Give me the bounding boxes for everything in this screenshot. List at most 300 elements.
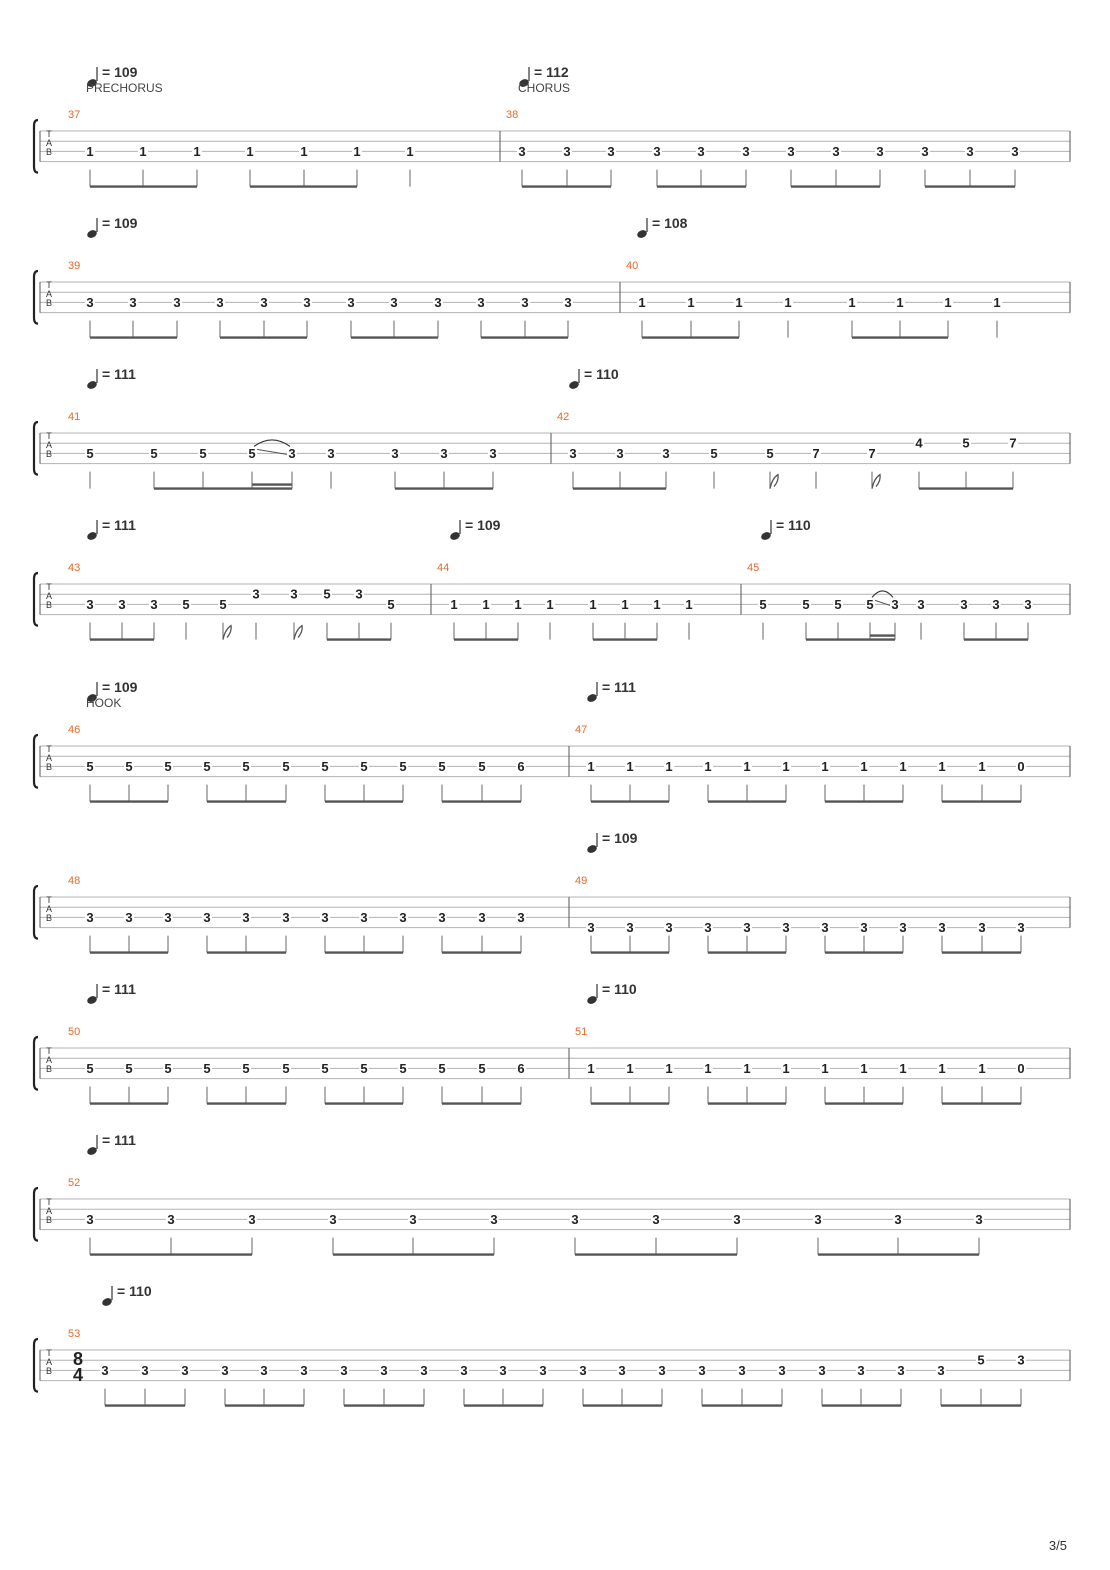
fret-number: 1: [782, 1060, 790, 1076]
tempo-note-icon: [636, 229, 648, 240]
fret-number: 1: [735, 294, 743, 310]
fret-number: 5: [759, 596, 767, 612]
fret-number: 5: [203, 758, 211, 774]
fret-number: 3: [86, 596, 94, 612]
measure-52: [68, 1132, 984, 1255]
tab-system: [34, 1132, 1070, 1255]
fret-number: 1: [848, 294, 856, 310]
fret-number: 3: [409, 1211, 417, 1227]
fret-number: 3: [814, 1211, 822, 1227]
fret-number: 5: [164, 1060, 172, 1076]
measure-45: [741, 517, 1033, 640]
measure-number: 37: [68, 109, 81, 121]
fret-number: 5: [438, 1060, 446, 1076]
fret-number: 3: [653, 143, 661, 159]
fret-number: 1: [193, 143, 201, 159]
fret-number: 1: [860, 758, 868, 774]
tempo-note-icon: [568, 380, 580, 391]
fret-number: 1: [353, 143, 361, 159]
fret-number: 5: [125, 758, 133, 774]
time-signature-bottom: 4: [72, 1365, 84, 1385]
fret-number: 1: [246, 143, 254, 159]
fret-number: 7: [812, 445, 820, 461]
note-flag: [770, 475, 778, 489]
tempo-note-icon: [586, 844, 598, 855]
fret-number: 5: [399, 1060, 407, 1076]
tab-clef-letter: T: [46, 1348, 52, 1358]
fret-number: 3: [125, 909, 133, 925]
fret-number: 1: [784, 294, 792, 310]
system-bracket: [34, 1339, 38, 1392]
fret-number: 6: [517, 758, 525, 774]
fret-number: 3: [616, 445, 624, 461]
fret-number: 5: [242, 1060, 250, 1076]
fret-number: 1: [899, 758, 907, 774]
fret-number: 1: [821, 758, 829, 774]
fret-number: 3: [579, 1362, 587, 1378]
fret-number: 5: [182, 596, 190, 612]
tempo-marking: = 112: [534, 64, 569, 80]
fret-number: 3: [662, 445, 670, 461]
section-label: HOOK: [86, 696, 122, 710]
fret-number: 5: [766, 445, 774, 461]
fret-number: 5: [360, 1060, 368, 1076]
tempo-note-icon: [86, 229, 98, 240]
fret-number: 3: [860, 920, 868, 936]
section-label: PRECHORUS: [86, 81, 163, 95]
fret-number: 3: [978, 920, 986, 936]
tempo-marking: = 110: [117, 1283, 152, 1299]
fret-number: 5: [86, 445, 94, 461]
fret-number: 1: [938, 758, 946, 774]
fret-number: 3: [477, 294, 485, 310]
system-bracket: [34, 735, 38, 788]
tab-clef-letter: A: [45, 591, 53, 601]
fret-number: 1: [938, 1060, 946, 1076]
system-bracket: [34, 271, 38, 324]
fret-number: 5: [387, 596, 395, 612]
measure-41: [68, 366, 498, 489]
tempo-marking: = 108: [652, 215, 688, 231]
fret-number: 3: [1017, 920, 1025, 936]
fret-number: 1: [86, 143, 94, 159]
tab-clef-letter: B: [45, 1064, 53, 1074]
fret-number: 1: [406, 143, 414, 159]
tempo-marking: = 111: [102, 366, 136, 382]
fret-number: 7: [868, 445, 876, 461]
tempo-note-icon: [86, 995, 98, 1006]
fret-number: 5: [86, 1060, 94, 1076]
measure-number: 42: [557, 411, 570, 423]
fret-number: 3: [782, 920, 790, 936]
tempo-marking: = 109: [102, 215, 138, 231]
fret-number: 3: [327, 445, 335, 461]
fret-number: 3: [652, 1211, 660, 1227]
measure-number: 50: [68, 1026, 81, 1038]
tab-system: [34, 215, 1070, 338]
fret-number: 1: [482, 596, 490, 612]
fret-number: 3: [618, 1362, 626, 1378]
fret-number: 3: [569, 445, 577, 461]
fret-number: 3: [86, 1211, 94, 1227]
fret-number: 1: [665, 758, 673, 774]
measure-number: 48: [68, 875, 81, 887]
fret-number: 3: [282, 909, 290, 925]
fret-number: 5: [86, 758, 94, 774]
fret-number: 3: [518, 143, 526, 159]
tab-clef-letter: T: [46, 1046, 52, 1056]
fret-number: 1: [139, 143, 147, 159]
fret-number: 3: [1024, 596, 1032, 612]
fret-number: 3: [150, 596, 158, 612]
fret-number: 3: [517, 909, 525, 925]
fret-number: 3: [489, 445, 497, 461]
fret-number: 5: [199, 445, 207, 461]
fret-number: 5: [219, 596, 227, 612]
fret-number: 1: [978, 1060, 986, 1076]
tab-clef-letter: A: [45, 440, 53, 450]
fret-number: 5: [282, 1060, 290, 1076]
tab-clef-letter: B: [45, 913, 53, 923]
tab-clef-letter: T: [46, 431, 52, 441]
fret-number: 3: [420, 1362, 428, 1378]
fret-number: 1: [587, 758, 595, 774]
tempo-marking: = 109: [102, 64, 138, 80]
fret-number: 3: [698, 1362, 706, 1378]
fret-number: 1: [782, 758, 790, 774]
tempo-marking: = 111: [102, 1132, 136, 1148]
tempo-note-icon: [760, 531, 772, 542]
fret-number: 3: [164, 909, 172, 925]
measure-50: [68, 981, 526, 1104]
fret-number: 3: [571, 1211, 579, 1227]
fret-number: 3: [975, 1211, 983, 1227]
fret-number: 3: [347, 294, 355, 310]
system-bracket: [34, 1188, 38, 1241]
systems-layer: [34, 64, 1070, 1406]
tempo-marking: = 111: [102, 517, 136, 533]
note-flag: [294, 626, 302, 640]
tab-clef-letter: B: [45, 762, 53, 772]
measure-number: 47: [575, 724, 588, 736]
fret-number: 1: [653, 596, 661, 612]
fret-number: 3: [894, 1211, 902, 1227]
fret-number: 3: [221, 1362, 229, 1378]
fret-number: 5: [125, 1060, 133, 1076]
fret-number: 3: [960, 596, 968, 612]
fret-number: 3: [181, 1362, 189, 1378]
fret-number: 3: [832, 143, 840, 159]
fret-number: 3: [399, 909, 407, 925]
fret-number: 1: [450, 596, 458, 612]
fret-number: 3: [440, 445, 448, 461]
fret-number: 0: [1017, 1060, 1025, 1076]
fret-number: 3: [303, 294, 311, 310]
note-flag: [223, 626, 231, 640]
system-bracket: [34, 573, 38, 626]
fret-number: 3: [490, 1211, 498, 1227]
fret-number: 1: [626, 758, 634, 774]
fret-number: 1: [899, 1060, 907, 1076]
fret-number: 3: [252, 586, 260, 602]
tempo-marking: = 110: [584, 366, 619, 382]
tab-clef-letter: T: [46, 129, 52, 139]
fret-number: 3: [141, 1362, 149, 1378]
fret-number: 3: [738, 1362, 746, 1378]
fret-number: 3: [478, 909, 486, 925]
fret-number: 3: [86, 909, 94, 925]
tempo-marking: = 110: [776, 517, 811, 533]
fret-number: 3: [587, 920, 595, 936]
fret-number: 5: [248, 445, 256, 461]
tempo-note-icon: [586, 693, 598, 704]
tab-clef-letter: B: [45, 1215, 53, 1225]
fret-number: 1: [978, 758, 986, 774]
fret-number: 1: [704, 758, 712, 774]
fret-number: 5: [164, 758, 172, 774]
fret-number: 3: [704, 920, 712, 936]
measure-46: [68, 679, 526, 802]
note-flag: [872, 475, 880, 489]
fret-number: 5: [321, 758, 329, 774]
fret-number: 3: [607, 143, 615, 159]
tab-clef-letter: T: [46, 280, 52, 290]
fret-number: 3: [438, 909, 446, 925]
fret-number: 1: [626, 1060, 634, 1076]
measure-number: 51: [575, 1026, 588, 1038]
fret-number: 5: [478, 1060, 486, 1076]
tab-clef-letter: A: [45, 753, 53, 763]
fret-number: 3: [626, 920, 634, 936]
measure-40: [620, 215, 1002, 338]
fret-number: 5: [242, 758, 250, 774]
fret-number: 5: [710, 445, 718, 461]
tab-clef-letter: B: [45, 1366, 53, 1376]
fret-number: 3: [937, 1362, 945, 1378]
fret-number: 3: [564, 294, 572, 310]
fret-number: 5: [478, 758, 486, 774]
tab-clef-letter: A: [45, 904, 53, 914]
measure-48: [68, 875, 526, 953]
tempo-marking: = 111: [602, 679, 636, 695]
tempo-note-icon: [449, 531, 461, 542]
tempo-note-icon: [86, 1146, 98, 1157]
measure-number: 45: [747, 562, 760, 574]
fret-number: 3: [390, 294, 398, 310]
fret-number: 3: [248, 1211, 256, 1227]
section-label: CHORUS: [518, 81, 571, 95]
fret-number: 3: [818, 1362, 826, 1378]
tab-system: [34, 679, 1070, 802]
tab-clef-letter: A: [45, 138, 53, 148]
fret-number: 3: [260, 294, 268, 310]
fret-number: 3: [857, 1362, 865, 1378]
tab-clef-letter: B: [45, 147, 53, 157]
tab-clef-letter: T: [46, 582, 52, 592]
fret-number: 3: [697, 143, 705, 159]
measure-number: 52: [68, 1177, 81, 1189]
system-bracket: [34, 1037, 38, 1090]
fret-number: 3: [658, 1362, 666, 1378]
tempo-marking: = 109: [602, 830, 638, 846]
measure-38: [500, 64, 1020, 187]
fret-number: 3: [391, 445, 399, 461]
fret-number: 1: [587, 1060, 595, 1076]
fret-number: 1: [896, 294, 904, 310]
fret-number: 3: [743, 920, 751, 936]
fret-number: 3: [563, 143, 571, 159]
fret-number: 5: [150, 445, 158, 461]
fret-number: 1: [821, 1060, 829, 1076]
fret-number: 3: [340, 1362, 348, 1378]
fret-number: 3: [288, 445, 296, 461]
fret-number: 3: [521, 294, 529, 310]
fret-number: 1: [687, 294, 695, 310]
fret-number: 5: [977, 1352, 985, 1368]
fret-number: 3: [355, 586, 363, 602]
fret-number: 5: [282, 758, 290, 774]
fret-number: 5: [399, 758, 407, 774]
measure-number: 46: [68, 724, 81, 736]
fret-number: 6: [517, 1060, 525, 1076]
measure-number: 44: [437, 562, 450, 574]
fret-number: 3: [876, 143, 884, 159]
fret-number: 3: [118, 596, 126, 612]
page-number: 3/5: [1048, 1538, 1067, 1553]
fret-number: 1: [993, 294, 1001, 310]
tempo-note-icon: [86, 531, 98, 542]
tempo-marking: = 109: [102, 679, 138, 695]
tab-clef-letter: T: [46, 895, 52, 905]
measure-number: 49: [575, 875, 588, 887]
fret-number: 3: [173, 294, 181, 310]
fret-number: 5: [438, 758, 446, 774]
system-bracket: [34, 120, 38, 173]
measure-number: 39: [68, 260, 81, 272]
fret-number: 1: [860, 1060, 868, 1076]
fret-number: 7: [1009, 435, 1017, 451]
fret-number: 3: [899, 920, 907, 936]
system-bracket: [34, 886, 38, 939]
fret-number: 3: [321, 909, 329, 925]
fret-number: 5: [802, 596, 810, 612]
measure-number: 40: [626, 260, 639, 272]
tab-clef-letter: A: [45, 1206, 53, 1216]
time-signature-top: 8: [72, 1349, 84, 1369]
fret-number: 5: [834, 596, 842, 612]
fret-number: 3: [499, 1362, 507, 1378]
tempo-marking: = 109: [465, 517, 501, 533]
fret-number: 3: [897, 1362, 905, 1378]
fret-number: 5: [321, 1060, 329, 1076]
fret-number: 3: [966, 143, 974, 159]
fret-number: 3: [539, 1362, 547, 1378]
fret-number: 3: [778, 1362, 786, 1378]
fret-number: 1: [665, 1060, 673, 1076]
fret-number: 3: [1011, 143, 1019, 159]
fret-number: 3: [665, 920, 673, 936]
fret-number: 3: [938, 920, 946, 936]
measure-37: [68, 64, 415, 187]
tempo-note-icon: [101, 1297, 113, 1308]
fret-number: 1: [638, 294, 646, 310]
fret-number: 1: [621, 596, 629, 612]
fret-number: 3: [101, 1362, 109, 1378]
system-bracket: [34, 422, 38, 475]
fret-number: 1: [514, 596, 522, 612]
measure-47: [569, 679, 1026, 802]
fret-number: 5: [866, 596, 874, 612]
fret-number: 3: [86, 294, 94, 310]
fret-number: 5: [203, 1060, 211, 1076]
fret-number: 3: [891, 596, 899, 612]
fret-number: 1: [300, 143, 308, 159]
tab-clef-letter: B: [45, 298, 53, 308]
fret-number: 5: [323, 586, 331, 602]
measure-43: [68, 517, 396, 640]
tab-system: [34, 366, 1070, 489]
fret-number: 5: [962, 435, 970, 451]
fret-number: 3: [167, 1211, 175, 1227]
fret-number: 1: [743, 1060, 751, 1076]
fret-number: 3: [260, 1362, 268, 1378]
tempo-marking: = 111: [102, 981, 136, 997]
fret-number: 3: [787, 143, 795, 159]
fret-number: 1: [704, 1060, 712, 1076]
tempo-marking: = 110: [602, 981, 637, 997]
fret-number: 5: [360, 758, 368, 774]
fret-number: 4: [915, 435, 923, 451]
measure-number: 41: [68, 411, 81, 423]
measure-number: 38: [506, 109, 519, 121]
tab-clef-letter: A: [45, 289, 53, 299]
tab-system: [34, 517, 1070, 640]
fret-number: 3: [460, 1362, 468, 1378]
measure-39: [68, 215, 573, 338]
fret-number: 3: [992, 596, 1000, 612]
tempo-note-icon: [586, 995, 598, 1006]
measure-51: [569, 981, 1026, 1104]
fret-number: 1: [685, 596, 693, 612]
fret-number: 3: [921, 143, 929, 159]
fret-number: 3: [821, 920, 829, 936]
measure-53: [68, 1283, 1026, 1406]
fret-number: 3: [434, 294, 442, 310]
fret-number: 1: [944, 294, 952, 310]
fret-number: 3: [733, 1211, 741, 1227]
fret-number: 3: [1017, 1352, 1025, 1368]
fret-number: 3: [290, 586, 298, 602]
tab-system: [34, 981, 1070, 1104]
fret-number: 3: [742, 143, 750, 159]
measure-44: [431, 517, 694, 640]
fret-number: 3: [917, 596, 925, 612]
tab-clef-letter: B: [45, 449, 53, 459]
fret-number: 1: [589, 596, 597, 612]
tab-clef-letter: T: [46, 1197, 52, 1207]
measure-number: 53: [68, 1328, 81, 1340]
tab-clef-letter: B: [45, 600, 53, 610]
tempo-note-icon: [86, 380, 98, 391]
tab-clef-letter: A: [45, 1357, 53, 1367]
fret-number: 3: [300, 1362, 308, 1378]
measure-number: 43: [68, 562, 81, 574]
tab-clef-letter: T: [46, 744, 52, 754]
measure-42: [551, 366, 1018, 489]
fret-number: 1: [743, 758, 751, 774]
fret-number: 3: [329, 1211, 337, 1227]
tab-system: [34, 830, 1070, 953]
